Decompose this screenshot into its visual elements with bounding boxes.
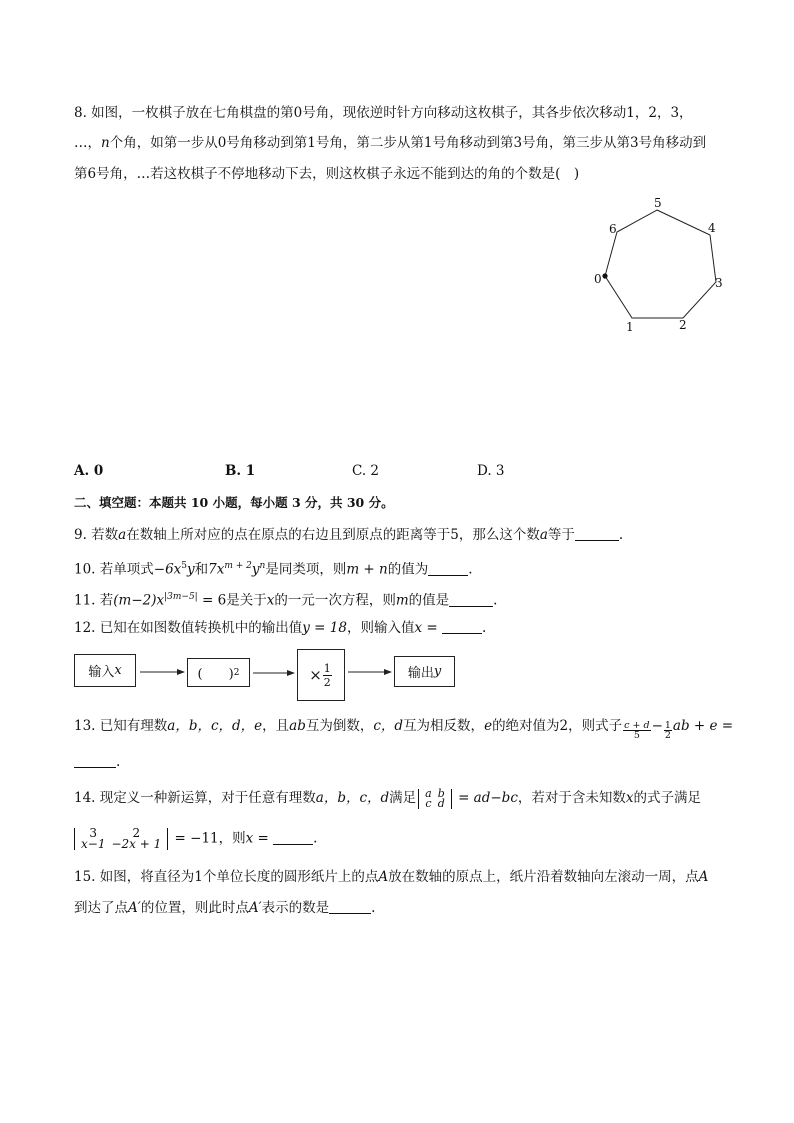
q15-text-2c: 表示的数是 <box>261 900 330 916</box>
q10-term-5: m + n <box>346 561 388 578</box>
q10-term-4: y <box>251 561 260 578</box>
q15-var-a-prime2: A′ <box>248 900 262 916</box>
q11-text-c: 的一元一次方程，则 <box>274 592 396 609</box>
det-c: c <box>425 796 432 810</box>
q15-text-1b: 放在数轴的原点上，纸片沿着数轴向左滚动一周，点 <box>388 869 699 885</box>
q14-period: . <box>313 830 318 847</box>
q12-term-x: x = <box>414 620 442 636</box>
q10-term-2: y <box>187 561 195 578</box>
q14-text-b: 满足 <box>389 790 417 806</box>
q13-fraction-2 <box>664 721 672 740</box>
q12-text-a: 12. 已知在如图数值转换机中的输出值 <box>74 620 303 636</box>
machine-frac-den: 2 <box>323 675 331 689</box>
q11-period: . <box>493 592 498 609</box>
q8-var-n: n <box>101 135 110 151</box>
q9-var-a2: a <box>539 527 548 543</box>
q11-text-a: 11. 若 <box>74 592 114 609</box>
q13-text-a: 13. 已知有理数 <box>74 718 168 734</box>
vertex-label-0: 0 <box>594 272 602 286</box>
heptagon-shape <box>605 210 716 318</box>
q8-text-1: 8. 如图，一枚棋子放在七角棋盘的第0号角，现依逆时针方向移动这枚棋子，其各步依次移动1，2，3， <box>74 105 693 121</box>
q13-text-c: 互为倒数， <box>305 718 374 734</box>
vertex-label-6: 6 <box>609 222 617 236</box>
q15-text-2a: 到达了点 <box>74 900 128 916</box>
q12-period: . <box>481 620 487 636</box>
q13-frac2-den: 2 <box>664 730 671 741</box>
q9-text-b: 在数轴上所对应的点在原点的右边且到原点的距离等于5，那么这个数 <box>126 527 540 543</box>
option-b: B. 1 <box>225 463 256 479</box>
q12-text-b: ，则输入值 <box>346 620 415 636</box>
q11-var-m: m <box>395 592 409 609</box>
q8-text-2a: …， <box>74 135 101 151</box>
q9-text-a: 9. 若数 <box>74 527 119 543</box>
option-a: A. 0 <box>74 463 104 479</box>
det2-21: x−1 <box>81 837 106 851</box>
q12-term-y: y = 18 <box>302 620 347 636</box>
q11-exp-1: |3m−5| <box>164 592 198 602</box>
q8-line1 <box>74 103 693 123</box>
q14-text-d: 的式子满足 <box>633 790 702 806</box>
q15-var-a2: A <box>698 869 709 885</box>
q11-var-x: x <box>266 592 275 609</box>
det-b: b <box>437 786 445 800</box>
det2-12: 2 <box>132 826 141 840</box>
q13-term-ab: ab <box>289 718 306 734</box>
chess-piece-marker <box>602 273 607 278</box>
det2-22: −2x + 1 <box>111 837 162 851</box>
q14-equation-eq: = −11 <box>170 830 219 847</box>
q14-vars: a，b，c，d <box>315 790 390 806</box>
q14-text-e: ，则 <box>218 830 246 847</box>
q14-determinant-equation <box>74 828 168 850</box>
q12-answer-blank[interactable] <box>442 619 482 634</box>
machine-output-var: y <box>433 664 442 679</box>
q13-period: . <box>116 754 121 770</box>
q12-line <box>74 618 486 638</box>
q10-text-c: 是同类项，则 <box>265 561 347 578</box>
section-heading-fill-blank: 二、填空题：本题共 10 小题，每小题 3 分，共 30 分。 <box>74 495 394 510</box>
q13-term-cd: c，d <box>373 718 404 734</box>
machine-frac-num: 1 <box>323 661 331 675</box>
q13-term-ab-e: ab + e = <box>672 718 734 734</box>
q13-frac1-den: 5 <box>633 730 640 741</box>
q14-term-x: x = <box>245 830 274 847</box>
q15-text-2b: 的位置，则此时点 <box>140 900 249 916</box>
q14-line1 <box>74 788 701 809</box>
q11-line <box>74 587 497 611</box>
q9-period: . <box>618 527 624 543</box>
q13-minus: − <box>651 718 663 734</box>
q11-text-b: 是关于 <box>226 592 267 609</box>
q9-var-a: a <box>118 527 127 543</box>
machine-input-label: 输入 <box>88 665 115 680</box>
vertex-label-2: 2 <box>679 318 687 332</box>
q13-line1 <box>74 716 733 740</box>
q15-var-a-prime: A′ <box>128 900 141 916</box>
vertex-label-5: 5 <box>654 196 662 210</box>
q15-text-1a: 15. 如图，将直径为1个单位长度的圆形纸片上的点 <box>74 869 379 885</box>
q9-answer-blank[interactable] <box>575 526 619 541</box>
machine-input-var: x <box>114 663 122 678</box>
q14-text-c: ，若对于含未知数 <box>517 790 626 806</box>
q11-answer-blank[interactable] <box>449 592 493 607</box>
q11-term-2: = 6 <box>197 592 227 609</box>
q8-text-2b: 个角，如第一步从0号角移动到第1号角，第二步从第1号角移动到第3号角，第三步从第3号角移动到 <box>109 135 707 151</box>
machine-square-paren: ( ) <box>197 667 234 682</box>
q10-exp-1: 5 <box>181 561 188 571</box>
machine-square-exp: 2 <box>233 667 240 678</box>
machine-output-label: 输出 <box>407 666 434 681</box>
q15-line1 <box>74 867 708 887</box>
q13-frac1-num: c + d <box>624 720 650 731</box>
option-d: D. 3 <box>477 463 505 479</box>
q10-answer-blank[interactable] <box>428 561 468 576</box>
q10-exp-3: n <box>259 561 266 571</box>
q10-line <box>74 556 473 580</box>
q9-text-c: 等于 <box>547 527 575 543</box>
vertex-label-4: 4 <box>708 221 716 235</box>
q15-line2 <box>74 898 375 918</box>
q15-answer-blank[interactable] <box>329 899 371 914</box>
q10-term-3: 7x <box>208 561 225 578</box>
q10-text-a: 10. 若单项式 <box>74 561 154 578</box>
machine-half-box <box>297 649 345 701</box>
q15-var-a: A <box>378 869 389 885</box>
q13-answer-blank[interactable] <box>74 753 116 768</box>
q13-fraction-1 <box>623 721 650 740</box>
q11-term-1: (m−2)x <box>113 592 165 609</box>
q13-line2 <box>74 752 120 772</box>
q13-vars: a，b，c，d，e <box>167 718 263 734</box>
q14-var-x: x <box>625 790 634 806</box>
machine-square-box <box>187 658 250 687</box>
q13-text-d: 互为相反数， <box>403 718 485 734</box>
vertex-label-3: 3 <box>715 276 723 290</box>
q10-text-b: 和 <box>194 561 209 578</box>
q13-term-e: e <box>484 718 493 734</box>
q10-period: . <box>468 561 473 578</box>
det2-11: 3 <box>89 826 98 840</box>
q11-text-d: 的值是 <box>408 592 450 609</box>
machine-times-sign: × <box>309 666 322 684</box>
q9-line <box>74 525 623 545</box>
q13-text-b: ，且 <box>262 718 290 734</box>
q14-text-a: 14. 现定义一种新运算，对于任意有理数 <box>74 790 316 806</box>
q13-frac2-num: 1 <box>664 720 671 731</box>
q8-line3 <box>74 164 579 184</box>
q10-term-1: −6x <box>153 561 182 578</box>
q10-text-d: 的值为 <box>387 561 429 578</box>
q8-line2 <box>74 133 706 153</box>
q14-line2 <box>74 828 317 850</box>
q10-exp-2: m + 2 <box>224 561 252 571</box>
q13-text-e: 的绝对值为2，则式子 <box>492 718 623 734</box>
q14-answer-blank[interactable] <box>273 830 313 845</box>
machine-half-fraction <box>323 662 332 689</box>
vertex-label-1: 1 <box>626 320 634 334</box>
q14-determinant-definition <box>418 786 452 810</box>
machine-input-box <box>74 654 136 687</box>
det-a: a <box>425 786 432 800</box>
det-d: d <box>437 796 445 810</box>
q8-text-3: 第6号角，…若这枚棋子不停地移动下去，则这枚棋子永远不能到达的角的个数是( ) <box>74 166 580 182</box>
option-c: C. 2 <box>352 463 380 479</box>
q15-period: . <box>371 900 376 916</box>
machine-output-box <box>394 656 455 687</box>
q14-definition-eq: = ad−bc <box>453 790 518 806</box>
